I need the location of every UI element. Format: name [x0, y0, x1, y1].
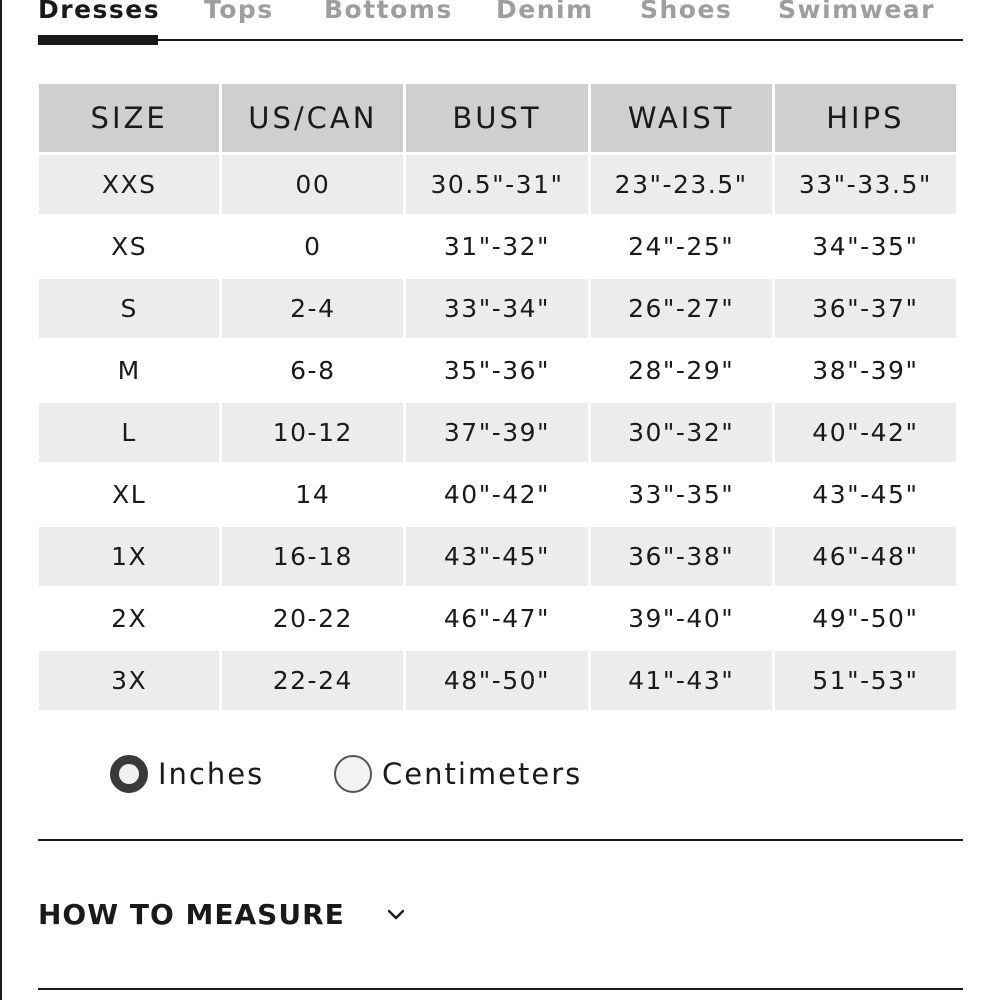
how-to-measure-toggle[interactable] — [38, 892, 407, 936]
size-cell: L — [39, 403, 219, 462]
hips-cell: 36"-37" — [775, 279, 956, 338]
unit-toggle — [110, 752, 710, 796]
waist-cell: 28"-29" — [591, 341, 772, 400]
us-can-cell: 10-12 — [222, 403, 403, 462]
section-divider — [38, 839, 963, 841]
waist-cell: 24"-25" — [591, 217, 772, 276]
column-header-size: SIZE — [39, 84, 219, 152]
table-row — [39, 403, 956, 462]
size-cell: 3X — [39, 651, 219, 710]
hips-cell: 51"-53" — [775, 651, 956, 710]
chevron-down-icon[interactable] — [385, 903, 407, 925]
hips-cell: 33"-33.5" — [775, 155, 956, 214]
table-row — [39, 651, 956, 710]
radio-selected-icon[interactable] — [110, 755, 148, 793]
radio-unselected-icon[interactable] — [334, 755, 372, 793]
table-row — [39, 341, 956, 400]
bust-cell: 33"-34" — [406, 279, 587, 338]
bust-cell: 31"-32" — [406, 217, 587, 276]
hips-cell: 38"-39" — [775, 341, 956, 400]
table-row — [39, 589, 956, 648]
hips-cell: 34"-35" — [775, 217, 956, 276]
waist-cell: 23"-23.5" — [591, 155, 772, 214]
table-row — [39, 527, 956, 586]
size-cell: XS — [39, 217, 219, 276]
left-border — [0, 0, 2, 1000]
waist-cell: 33"-35" — [591, 465, 772, 524]
us-can-cell: 16-18 — [222, 527, 403, 586]
tab-dresses[interactable]: Dresses — [38, 0, 161, 24]
size-cell: XL — [39, 465, 219, 524]
tab-bottoms[interactable]: Bottoms — [324, 0, 453, 24]
bust-cell: 35"-36" — [406, 341, 587, 400]
us-can-cell: 0 — [222, 217, 403, 276]
us-can-cell: 00 — [222, 155, 403, 214]
how-to-measure-title: HOW TO MEASURE — [38, 897, 345, 931]
table-row — [39, 465, 956, 524]
tabs-divider — [38, 39, 963, 41]
table-header-row — [39, 84, 956, 152]
radio-inches[interactable] — [110, 752, 264, 796]
radio-centimeters-label: Centimeters — [382, 757, 583, 791]
bust-cell: 37"-39" — [406, 403, 587, 462]
tab-tops[interactable]: Tops — [204, 0, 274, 24]
hips-cell: 43"-45" — [775, 465, 956, 524]
bust-cell: 46"-47" — [406, 589, 587, 648]
tab-denim[interactable]: Denim — [496, 0, 594, 24]
size-cell: 1X — [39, 527, 219, 586]
column-header-us-can: US/CAN — [222, 84, 403, 152]
hips-cell: 40"-42" — [775, 403, 956, 462]
hips-cell: 49"-50" — [775, 589, 956, 648]
table-row — [39, 217, 956, 276]
waist-cell: 36"-38" — [591, 527, 772, 586]
tab-swimwear[interactable]: Swimwear — [778, 0, 935, 24]
bust-cell: 48"-50" — [406, 651, 587, 710]
active-tab-indicator — [38, 35, 158, 45]
bust-cell: 40"-42" — [406, 465, 587, 524]
us-can-cell: 14 — [222, 465, 403, 524]
table-row — [39, 155, 956, 214]
size-cell: XXS — [39, 155, 219, 214]
us-can-cell: 6-8 — [222, 341, 403, 400]
column-header-bust: BUST — [406, 84, 587, 152]
waist-cell: 26"-27" — [591, 279, 772, 338]
hips-cell: 46"-48" — [775, 527, 956, 586]
waist-cell: 41"-43" — [591, 651, 772, 710]
tab-shoes[interactable]: Shoes — [640, 0, 733, 24]
bust-cell: 30.5"-31" — [406, 155, 587, 214]
us-can-cell: 2-4 — [222, 279, 403, 338]
us-can-cell: 20-22 — [222, 589, 403, 648]
column-header-hips: HIPS — [775, 84, 956, 152]
bust-cell: 43"-45" — [406, 527, 587, 586]
radio-inches-label: Inches — [158, 757, 265, 791]
size-cell: S — [39, 279, 219, 338]
size-cell: M — [39, 341, 219, 400]
waist-cell: 39"-40" — [591, 589, 772, 648]
column-header-waist: WAIST — [591, 84, 772, 152]
waist-cell: 30"-32" — [591, 403, 772, 462]
category-tabs — [38, 0, 963, 42]
size-chart-table — [36, 81, 959, 713]
us-can-cell: 22-24 — [222, 651, 403, 710]
size-cell: 2X — [39, 589, 219, 648]
bottom-divider — [38, 988, 963, 990]
table-row — [39, 279, 956, 338]
radio-centimeters[interactable] — [334, 752, 582, 796]
